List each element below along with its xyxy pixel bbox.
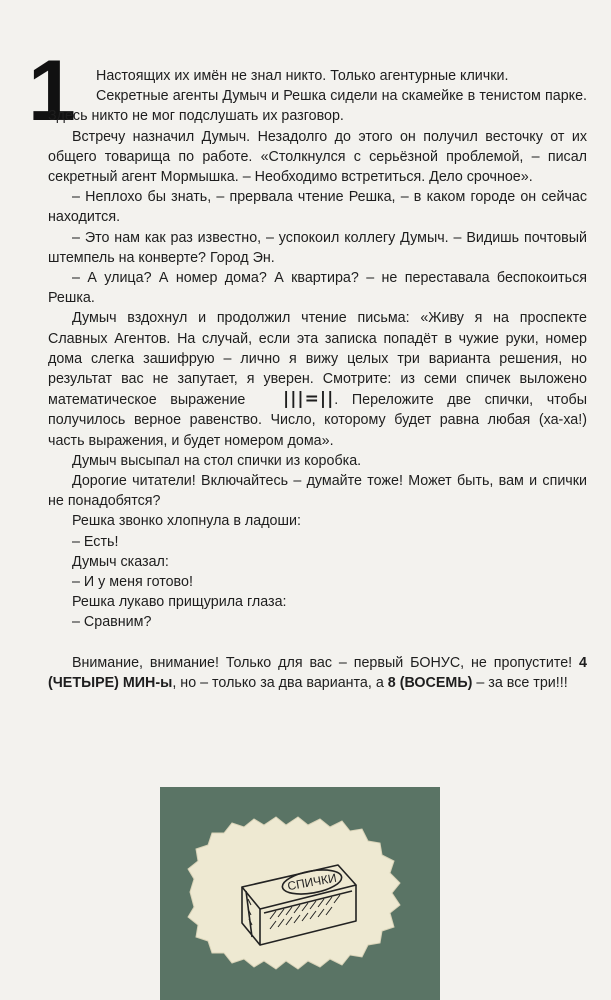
matchbox-label: СПИЧКИ: [286, 870, 338, 894]
chapter-number: 1: [28, 43, 76, 139]
match-expression: |||=||: [282, 389, 335, 410]
paragraph: – А улица? А номер дома? А квартира? – не переставала беспокоиться Решка.: [48, 270, 587, 307]
paragraph: Встречу назначил Думыч. Незадолго до этого он получил весточку от их общего товарища по работе. «Столкнулся с серьёзной проблемой, – писал секретный агент Мормышка. – Необходимо встретиться. Дело срочное».: [48, 128, 587, 186]
paragraph: Настоящих их имён не знал никто. Только агентурные клички.: [96, 68, 509, 84]
paragraph: – И у меня готово!: [72, 574, 193, 591]
paragraph: Думыч вздохнул и продолжил чтение письма: «Живу я на проспекте Славных Агентов. На случай, если эта записка попадёт в чужие руки, номер дома слегка зашифрую – лично я вижу целых три варианта решения, но результат вас не запутает, я уверен. Смотрите: из семи спичек выложено математическое выражение |||=||. Переложите две спички, чтобы получилось верное равенство. Число, которому будет равна любая (ха-ха!) часть выражения, и будет номером дома».: [48, 310, 587, 449]
paragraph: Думыч сказал:: [72, 553, 169, 570]
matchbox-illustration: [160, 787, 440, 1000]
bonus-bold-2: 8 (ВОСЕМЬ): [387, 674, 473, 691]
bonus-bold-1: 4 (ЧЕТЫРЕ) МИН-ы: [48, 654, 587, 691]
paragraph: Секретные агенты Думыч и Решка сидели на скамейке в тенистом парке. Здесь никто не мог подслушать их разговор.: [48, 88, 587, 125]
paragraph: Дорогие читатели! Включайтесь – думайте тоже! Может быть, вам и спички не понадобятся?: [48, 473, 587, 510]
paragraph: – Это нам как раз известно, – успокоил коллегу Думыч. – Видишь почтовый штемпель на конверте? Город Эн.: [48, 229, 587, 266]
paragraph: – Неплохо бы знать, – прервала чтение Решка, – в каком городе он сейчас находится.: [48, 189, 587, 226]
paragraph: Думыч высыпал на стол спички из коробка.: [72, 452, 362, 469]
paragraph: Решка лукаво прищурила глаза:: [72, 594, 287, 611]
paragraph: Решка звонко хлопнула в ладоши:: [72, 513, 301, 530]
paragraph: – Сравним?: [72, 614, 152, 631]
chapter-text: [48, 66, 587, 693]
paragraph: – Есть!: [72, 533, 119, 550]
matchbox-icon: [160, 787, 440, 1000]
bonus-paragraph: Внимание, внимание! Только для вас – первый БОНУС, не пропустите! 4 (ЧЕТЫРЕ) МИН-ы, но – только за два варианта, а 8 (ВОСЕМЬ) – за все три!!!: [48, 654, 587, 691]
